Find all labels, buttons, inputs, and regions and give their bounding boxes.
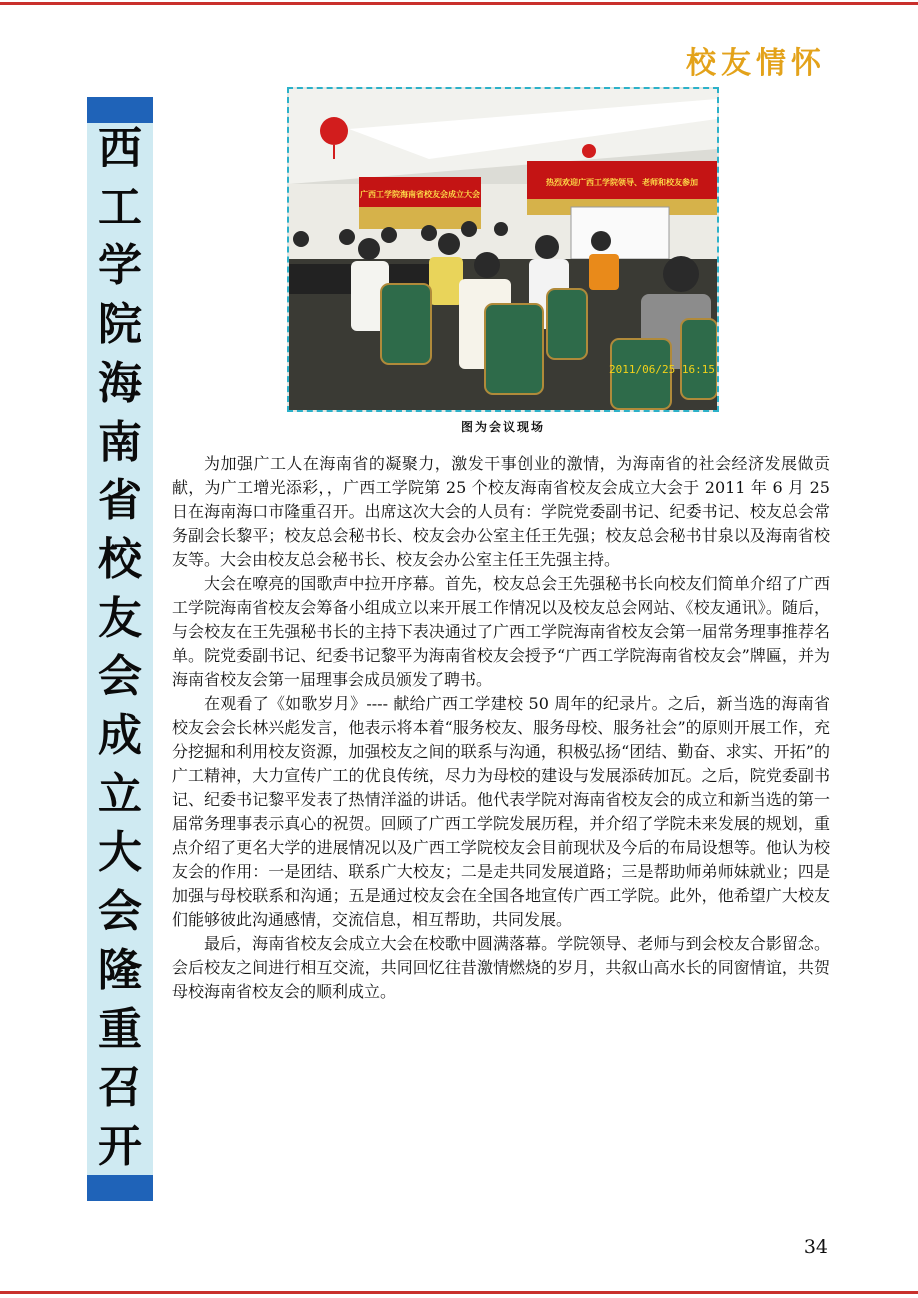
banner-title-char: 海: [98, 357, 142, 409]
banner-top-cap: [87, 97, 153, 123]
vertical-title-banner: [87, 123, 153, 1175]
meeting-photo: [287, 87, 719, 412]
article-body: [172, 452, 830, 1004]
banner-title-char: 隆: [98, 944, 142, 996]
banner-title-char: 友: [98, 592, 142, 644]
banner-title-char: 成: [98, 710, 142, 762]
projection-screen: [571, 207, 669, 259]
banner-title-char: 会: [98, 651, 142, 703]
banner-title-char: 工: [98, 181, 142, 233]
section-title: 校友情怀: [686, 46, 826, 81]
banner-title-char: 开: [98, 1120, 142, 1172]
meeting-scene-illustration: [289, 89, 717, 410]
paragraph: 大会在嘹亮的国歌声中拉开序幕。首先，校友总会王先强秘书长向校友们简单介绍了广西工学院海南省校友会筹备小组成立以来开展工作情况以及校友总会网站、《校友通讯》。随后，与会校友在王先强秘书长的主持下表决通过了广西工学院海南省校友会第一届常务理事推荐名单。院党委副书记、纪委书记黎平为海南省校友会授予“广西工学院海南省校友会”牌匾，并为海南省校友会第一届理事会成员颁发了聘书。: [172, 574, 830, 689]
left-banner-text: 广西工学院海南省校友会成立大会: [360, 190, 480, 199]
banner-bottom-cap: [87, 1175, 153, 1201]
paragraph: 为加强广工人在海南省的凝聚力，激发干事创业的激情，为海南省的社会经济发展做贡献，为广工增光添彩，，广西工学院第 25 个校友海南省校友会成立大会于 2011 年 6 月 25 日在海南海口市隆重召开。出席这次大会的人员有：学院党委副书记、纪委书记、校友总会常务副会长黎平；校友总会秘书长、校友会办公室主任王先强；校友总会秘书甘泉以及海南省校友等。大会由校友总会秘书长、校友会办公室主任王先强主持。: [172, 454, 830, 569]
banner-title-char: 学: [98, 240, 142, 292]
banner-title-char: 校: [98, 533, 142, 585]
banner-title-char: 省: [98, 475, 142, 527]
paragraph: 在观看了《如歌岁月》---- 献给广西工学建校 50 周年的纪录片。之后，新当选的海南省校友会会长林兴彪发言，他表示将本着“服务校友、服务母校、服务社会”的原则开展工作，充分挖掘和利用校友资源，加强校友之间的联系与沟通，积极弘扬“团结、勤奋、求实、开拓”的广工精神，大力宣传广工的优良传统，尽力为母校的建设与发展添砖加瓦。之后，院党委副书记、纪委书记黎平发表了热情洋溢的讲话。他代表学院对海南省校友会的成立和新当选的第一届常务理事表示真心的祝贺。回顾了广西工学院发展历程，并介绍了学院未来发展的规划，重点介绍了更名大学的进展情况以及广西工学院校友会目前现状及今后的布局设想等。他认为校友会的作用：一是团结、联系广大校友；二是走共同发展道路；三是帮助师弟师妹就业；四是加强与母校联系和沟通；五是通过校友会在全国各地宣传广西工学院。此外，他希望广大校友们能够彼此沟通感情，交流信息，相互帮助，共同发展。: [172, 694, 830, 929]
banner-title-char: 召: [98, 1062, 142, 1114]
page-number: 34: [803, 1236, 828, 1258]
banner-title-char: 会: [98, 886, 142, 938]
banner-title-char: 大: [98, 827, 142, 879]
banner-title-char: 院: [98, 299, 142, 351]
red-lantern-icon: [582, 144, 596, 158]
paragraph: 最后，海南省校友会成立大会在校歌中圆满落幕。学院领导、老师与到会校友合影留念。会后校友之间进行相互交流，共同回忆往昔激情燃烧的岁月，共叙山高水长的同窗情谊，共贺母校海南省校友会的顺利成立。: [172, 934, 830, 1001]
right-banner-text: 热烈欢迎广西工学院领导、老师和校友参加: [546, 178, 698, 187]
photo-timestamp: 2011/06/25 16:15: [609, 363, 715, 376]
bottom-rule: [0, 1291, 918, 1294]
banner-title-char: 立: [98, 768, 142, 820]
photo-caption: 图为会议现场: [460, 420, 545, 434]
banner-title-char: 重: [98, 1003, 142, 1055]
banner-title-char: 南: [98, 416, 142, 468]
red-lantern-icon: [320, 117, 348, 145]
banner-title-char: 西: [98, 123, 142, 174]
top-rule: [0, 2, 918, 5]
